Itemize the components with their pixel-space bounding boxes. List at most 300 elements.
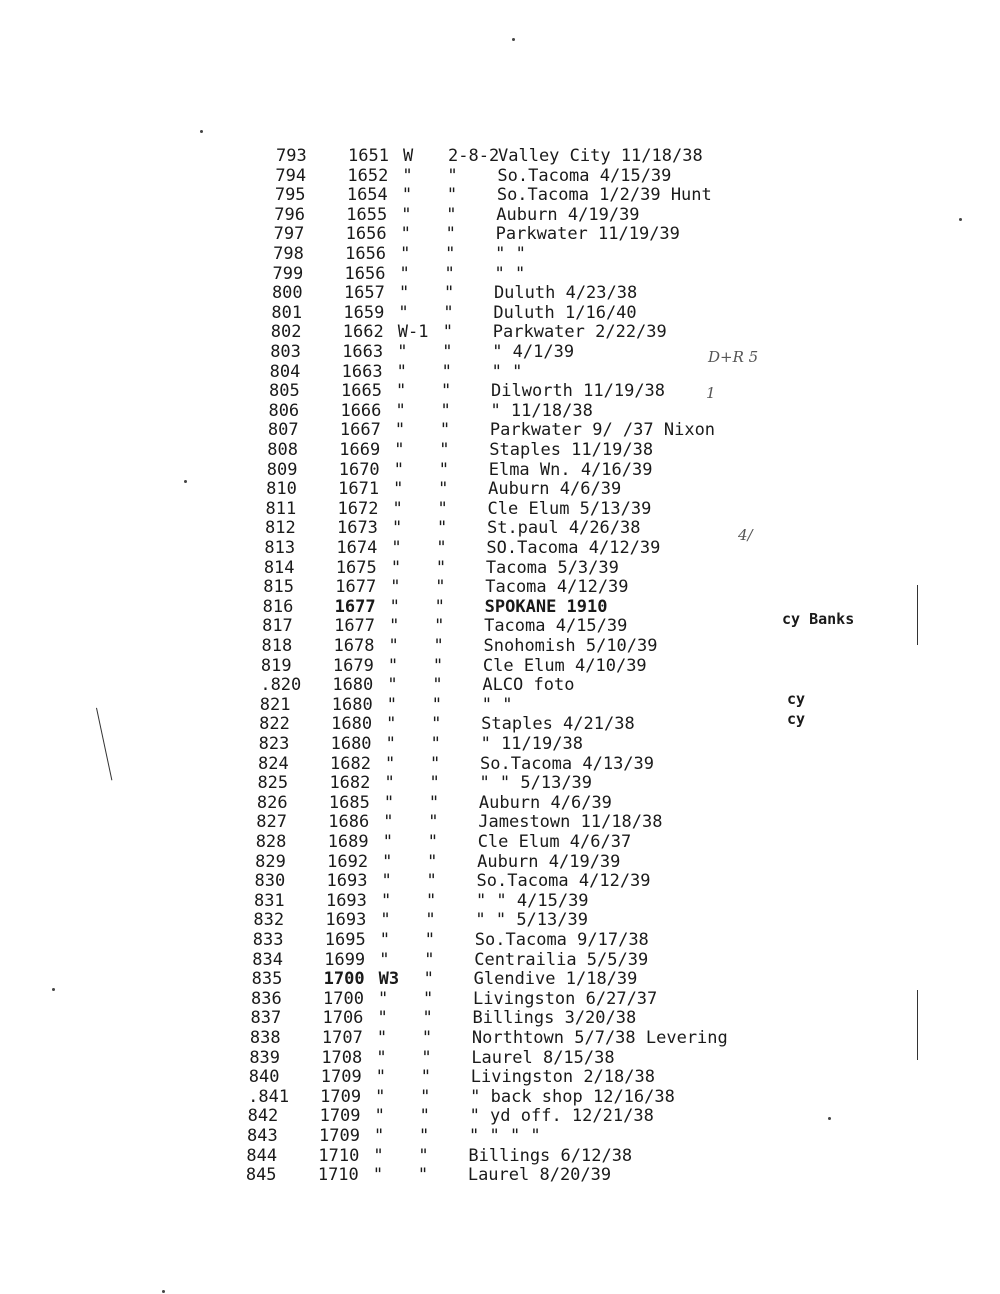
wheel-arrangement: 2-8-2 xyxy=(448,146,500,166)
entry-row xyxy=(253,910,813,930)
engine-number: 1680 xyxy=(331,694,373,715)
engine-number: 1677 xyxy=(335,577,377,598)
engine-class: " xyxy=(382,832,393,852)
entry-row xyxy=(248,1087,808,1107)
entry-row xyxy=(257,773,817,793)
engine-number: 1677 xyxy=(334,596,376,617)
wheel-arrangement: " xyxy=(446,204,457,225)
location-date: Tacoma 4/15/39 xyxy=(484,616,628,637)
entry-row xyxy=(250,1008,810,1028)
entry-row xyxy=(268,420,828,440)
entry-number: 839 xyxy=(249,1047,281,1068)
entry-number: 831 xyxy=(253,890,285,911)
engine-number: 1693 xyxy=(325,910,367,931)
entry-row xyxy=(271,322,831,342)
wheel-arrangement: " xyxy=(425,910,436,931)
engine-number: 1680 xyxy=(331,714,373,735)
entry-number: 794 xyxy=(275,165,307,186)
engine-number: 1675 xyxy=(335,557,377,578)
wheel-arrangement: " xyxy=(420,1086,431,1107)
wheel-arrangement: " xyxy=(445,224,456,245)
engine-class: W xyxy=(403,146,414,166)
entry-row xyxy=(275,185,835,205)
entry-row xyxy=(271,303,831,323)
engine-class: " xyxy=(401,204,412,225)
wheel-arrangement: " xyxy=(439,440,450,460)
speck xyxy=(52,988,55,991)
entry-row xyxy=(273,244,833,264)
entry-number: .820 xyxy=(260,675,302,696)
engine-number: 1679 xyxy=(332,655,374,676)
engine-class: " xyxy=(399,263,410,284)
wheel-arrangement: " xyxy=(438,459,449,480)
engine-number: 1665 xyxy=(341,381,382,402)
entry-number: 824 xyxy=(258,753,289,774)
engine-class: " xyxy=(386,714,397,735)
engine-number: 1689 xyxy=(327,832,369,852)
wheel-arrangement: " xyxy=(446,185,458,206)
location-date: Jamestown 11/18/38 xyxy=(478,812,663,833)
location-date: Valley City 11/18/38 xyxy=(498,146,703,166)
engine-class: " xyxy=(386,694,397,715)
location-date: " " 5/13/39 xyxy=(479,773,593,794)
entry-row xyxy=(255,852,815,872)
handwritten-note-3: 1 xyxy=(706,384,716,402)
engine-number: 1673 xyxy=(336,518,378,539)
engine-class: " xyxy=(380,910,391,931)
engine-number: 1657 xyxy=(343,283,385,304)
engine-number: 1693 xyxy=(325,890,367,911)
wheel-arrangement: " xyxy=(436,518,448,539)
engine-number: 1709 xyxy=(320,1086,362,1107)
engine-number: 1682 xyxy=(329,773,371,794)
engine-class: " xyxy=(375,1086,386,1107)
engine-number: 1670 xyxy=(338,459,380,480)
entry-number: 823 xyxy=(258,734,290,754)
location-date: SPOKANE 1910 xyxy=(484,596,608,617)
engine-class: " xyxy=(378,988,389,1009)
location-date: SO.Tacoma 4/12/39 xyxy=(486,538,661,558)
entry-number: 795 xyxy=(274,185,306,206)
engine-class: " xyxy=(376,1047,387,1068)
entry-number: 830 xyxy=(254,871,286,892)
location-date: Parkwater 2/22/39 xyxy=(492,322,667,343)
entry-row xyxy=(276,146,836,166)
location-date: Parkwater 11/19/39 xyxy=(495,224,680,245)
entry-number: 844 xyxy=(246,1145,278,1166)
entry-number: 825 xyxy=(257,773,289,794)
engine-number: 1680 xyxy=(332,675,374,696)
location-date: Livingston 2/18/38 xyxy=(470,1067,655,1088)
location-date: Glendive 1/18/39 xyxy=(473,969,638,990)
engine-number: 1655 xyxy=(346,204,388,225)
wheel-arrangement: " xyxy=(440,400,451,421)
margin-mark-right-2 xyxy=(917,990,918,1060)
entry-number: 804 xyxy=(269,361,301,382)
speck xyxy=(828,1117,831,1120)
entry-row xyxy=(253,930,813,950)
engine-class: " xyxy=(377,1008,388,1029)
engine-class: " xyxy=(390,557,402,578)
engine-class: " xyxy=(401,185,413,206)
entry-number: 818 xyxy=(261,636,293,656)
entry-row xyxy=(248,1106,808,1126)
entry-row xyxy=(275,166,835,186)
location-date: Duluth 1/16/40 xyxy=(493,302,637,323)
entry-number: 835 xyxy=(251,969,283,990)
wheel-arrangement: " xyxy=(433,636,444,656)
wheel-arrangement: " xyxy=(427,832,438,852)
wheel-arrangement: " xyxy=(447,165,458,186)
engine-class: " xyxy=(388,636,399,656)
engine-number: 1666 xyxy=(340,400,382,421)
engine-class: " xyxy=(396,361,407,382)
location-date: So.Tacoma 4/13/39 xyxy=(480,753,655,774)
location-date: Laurel 8/15/38 xyxy=(471,1047,615,1068)
entry-number: 796 xyxy=(274,204,305,225)
margin-note-cy-2: cy xyxy=(787,710,806,728)
handwritten-note-2: 4/ xyxy=(738,526,753,544)
wheel-arrangement: " xyxy=(438,479,449,500)
speck xyxy=(959,218,962,221)
location-date: " yd off. 12/21/38 xyxy=(469,1106,654,1127)
wheel-arrangement: " xyxy=(419,1126,430,1146)
location-date: Cle Elum 5/13/39 xyxy=(487,498,652,519)
engine-class: " xyxy=(393,459,404,480)
entry-row xyxy=(268,401,828,421)
engine-number: 1651 xyxy=(348,146,389,166)
engine-number: 1700 xyxy=(323,988,364,1009)
engine-number: 1707 xyxy=(321,1028,363,1048)
engine-class: " xyxy=(390,577,401,598)
entry-row xyxy=(273,264,833,284)
engine-number: 1686 xyxy=(328,812,370,833)
engine-class: " xyxy=(387,675,398,696)
location-date: Auburn 4/19/39 xyxy=(496,204,640,225)
entry-row xyxy=(260,695,820,715)
entry-number: 816 xyxy=(262,596,294,617)
entry-number: 805 xyxy=(269,381,300,402)
entry-row xyxy=(269,381,829,401)
location-date: " " 4/15/39 xyxy=(475,890,589,911)
entry-row xyxy=(274,205,834,225)
location-date: So.Tacoma 9/17/38 xyxy=(474,930,649,950)
engine-class: " xyxy=(375,1067,386,1088)
engine-number: 1706 xyxy=(322,1008,364,1029)
wheel-arrangement: " xyxy=(427,851,438,872)
entry-number: 797 xyxy=(273,224,305,245)
wheel-arrangement: " xyxy=(435,577,446,598)
engine-class: " xyxy=(400,244,411,264)
engine-number: 1663 xyxy=(341,361,383,382)
entry-number: 826 xyxy=(256,792,288,813)
wheel-arrangement: " xyxy=(434,616,445,637)
engine-number: 1656 xyxy=(345,244,387,264)
entry-number: 807 xyxy=(267,420,299,441)
engine-number: 1652 xyxy=(347,165,389,186)
engine-class: " xyxy=(398,283,410,304)
wheel-arrangement: " xyxy=(421,1047,432,1068)
engine-class: " xyxy=(395,400,406,421)
handwritten-note-1: D+R 5 xyxy=(708,348,759,366)
engine-number: 1682 xyxy=(330,753,371,774)
location-date: Billings 3/20/38 xyxy=(472,1008,637,1029)
location-date: " " xyxy=(494,263,526,284)
engine-class: " xyxy=(374,1126,385,1146)
engine-class: " xyxy=(391,518,403,539)
entry-number: 811 xyxy=(265,498,297,519)
entry-number: 809 xyxy=(266,459,298,480)
wheel-arrangement: " xyxy=(432,675,443,696)
entry-number: 829 xyxy=(255,851,286,872)
wheel-arrangement: " xyxy=(443,283,455,304)
engine-number: 1667 xyxy=(339,420,381,441)
engine-class: W3 xyxy=(378,969,400,990)
entry-number: 838 xyxy=(249,1028,281,1048)
wheel-arrangement: " xyxy=(417,1165,429,1186)
wheel-arrangement: " xyxy=(436,538,447,558)
location-date: So.Tacoma 4/15/39 xyxy=(497,165,672,186)
entry-number: 812 xyxy=(264,518,296,539)
location-date: " 11/19/38 xyxy=(480,734,583,754)
entry-row xyxy=(267,440,827,460)
location-date: " " 5/13/39 xyxy=(475,910,588,931)
engine-number: 1709 xyxy=(320,1067,362,1088)
entry-row xyxy=(249,1067,809,1087)
engine-class: " xyxy=(382,851,393,872)
entry-row xyxy=(259,734,819,754)
wheel-arrangement: " xyxy=(428,812,439,833)
engine-number: 1659 xyxy=(343,302,385,323)
entry-row xyxy=(272,283,832,303)
engine-number: 1671 xyxy=(338,479,380,500)
location-date: Elma Wn. 4/16/39 xyxy=(488,459,653,480)
margin-note-cy-1: cy xyxy=(787,690,806,708)
wheel-arrangement: " xyxy=(428,792,440,813)
wheel-arrangement: " xyxy=(430,734,441,754)
entry-row xyxy=(246,1165,806,1185)
entry-row xyxy=(256,832,816,852)
entry-row xyxy=(251,989,811,1009)
engine-class: " xyxy=(396,381,407,402)
location-date: Auburn 4/6/39 xyxy=(488,479,622,500)
entry-number: 819 xyxy=(260,655,292,676)
entry-row xyxy=(250,1028,810,1048)
entry-number: 803 xyxy=(270,342,301,362)
location-date: Auburn 4/6/39 xyxy=(478,792,612,813)
entry-number: 801 xyxy=(271,302,303,323)
wheel-arrangement: " xyxy=(445,244,456,264)
location-date: Cle Elum 4/6/37 xyxy=(477,832,632,852)
wheel-arrangement: " xyxy=(418,1145,429,1166)
entry-number: 802 xyxy=(270,322,302,343)
engine-number: 1708 xyxy=(321,1047,363,1068)
entry-row xyxy=(267,460,827,480)
entry-number: 833 xyxy=(252,930,284,950)
entry-row xyxy=(256,812,816,832)
engine-number: 1669 xyxy=(339,440,381,460)
wheel-arrangement: " xyxy=(432,655,444,676)
entry-number: 827 xyxy=(256,812,287,833)
entry-row xyxy=(252,969,812,989)
entry-number: 842 xyxy=(247,1106,279,1127)
engine-class: " xyxy=(376,1028,388,1048)
engine-class: " xyxy=(379,930,391,950)
location-date: " " xyxy=(495,244,526,264)
speck xyxy=(162,1290,165,1293)
entry-row xyxy=(274,224,834,244)
engine-number: 1654 xyxy=(346,185,388,206)
wheel-arrangement: " xyxy=(423,969,434,990)
engine-class: " xyxy=(385,734,396,754)
speck xyxy=(184,480,187,483)
location-date: Staples 11/19/38 xyxy=(489,440,654,460)
location-date: Staples 4/21/38 xyxy=(481,714,635,735)
engine-class: " xyxy=(389,596,400,617)
entry-row xyxy=(246,1146,806,1166)
entry-row xyxy=(263,597,823,617)
wheel-arrangement: " xyxy=(437,498,448,519)
entry-row xyxy=(262,636,822,656)
engine-class: " xyxy=(373,1145,384,1166)
engine-class: " xyxy=(385,753,396,774)
engine-class: " xyxy=(387,655,399,676)
entry-row xyxy=(255,871,815,891)
engine-class: " xyxy=(372,1165,384,1186)
wheel-arrangement: " xyxy=(441,361,452,382)
entry-number: 828 xyxy=(255,832,287,852)
entry-number: 822 xyxy=(259,714,290,735)
location-date: Northtown 5/7/38 Levering xyxy=(471,1028,728,1048)
engine-number: 1678 xyxy=(333,636,375,656)
wheel-arrangement: " xyxy=(443,302,454,323)
margin-note-cy-banks: cy Banks xyxy=(782,610,855,628)
engine-class: " xyxy=(383,812,394,833)
engine-number: 1662 xyxy=(342,322,384,343)
entry-row xyxy=(264,558,824,578)
entry-number: 800 xyxy=(271,283,303,304)
speck xyxy=(200,130,203,133)
entry-number: 821 xyxy=(259,694,291,715)
engine-number: 1685 xyxy=(328,792,370,813)
engine-number: 1710 xyxy=(317,1165,359,1186)
engine-class: " xyxy=(397,342,408,362)
engine-class: " xyxy=(391,538,402,558)
entry-number: 832 xyxy=(253,910,285,931)
engine-class: " xyxy=(380,890,392,911)
entry-number: 808 xyxy=(267,440,299,460)
wheel-arrangement: " xyxy=(420,1067,431,1088)
location-date: Snohomish 5/10/39 xyxy=(483,636,658,656)
location-date: " " " " xyxy=(469,1126,541,1146)
entry-number: 843 xyxy=(247,1126,278,1146)
location-date: " back shop 12/16/38 xyxy=(470,1086,675,1107)
entry-row xyxy=(262,616,822,636)
engine-class: " xyxy=(379,949,390,970)
wheel-arrangement: " xyxy=(426,871,437,892)
engine-number: 1692 xyxy=(327,851,369,872)
engine-class: " xyxy=(394,420,406,441)
engine-class: " xyxy=(402,165,413,186)
location-date: " " xyxy=(481,694,513,715)
entry-number: 798 xyxy=(273,244,304,264)
engine-number: 1663 xyxy=(342,342,384,362)
wheel-arrangement: " xyxy=(425,890,437,911)
wheel-arrangement: " xyxy=(424,930,436,950)
wheel-arrangement: " xyxy=(424,949,435,970)
entry-number: 837 xyxy=(250,1008,282,1029)
engine-class: " xyxy=(389,616,400,637)
wheel-arrangement: " xyxy=(444,263,455,284)
engine-number: 1709 xyxy=(319,1126,360,1146)
entry-row xyxy=(252,950,812,970)
wheel-arrangement: " xyxy=(442,322,454,343)
entry-number: 806 xyxy=(268,400,300,421)
wheel-arrangement: " xyxy=(435,557,447,578)
entry-number: .841 xyxy=(248,1086,290,1107)
engine-class: " xyxy=(383,792,395,813)
entry-number: 845 xyxy=(245,1165,277,1186)
location-date: Tacoma 4/12/39 xyxy=(485,577,629,598)
engine-class: W-1 xyxy=(397,322,429,343)
engine-class: " xyxy=(400,224,411,245)
location-date: Tacoma 5/3/39 xyxy=(485,557,619,578)
wheel-arrangement: " xyxy=(431,694,442,715)
entry-row xyxy=(259,714,819,734)
location-date: Centrailia 5/5/39 xyxy=(474,949,649,970)
location-date: " 11/18/38 xyxy=(490,400,593,421)
engine-number: 1672 xyxy=(337,498,379,519)
entry-number: 793 xyxy=(276,146,307,166)
entry-number: 834 xyxy=(252,949,283,970)
entry-row xyxy=(266,499,826,519)
entry-number: 836 xyxy=(251,988,282,1009)
location-date: Billings 6/12/38 xyxy=(468,1145,633,1166)
engine-class: " xyxy=(374,1106,385,1127)
entry-row xyxy=(266,479,826,499)
entry-row xyxy=(254,891,814,911)
entry-number: 813 xyxy=(264,538,296,558)
margin-mark-right-1 xyxy=(917,585,918,645)
wheel-arrangement: " xyxy=(434,596,445,617)
engine-number: 1693 xyxy=(326,871,368,892)
wheel-arrangement: " xyxy=(419,1106,430,1127)
entry-row xyxy=(247,1126,807,1146)
engine-number: 1710 xyxy=(318,1145,360,1166)
entry-row xyxy=(257,793,817,813)
entry-row xyxy=(249,1048,809,1068)
location-date: Laurel 8/20/39 xyxy=(467,1165,612,1186)
location-date: Duluth 4/23/38 xyxy=(493,283,638,304)
engine-class: " xyxy=(398,302,409,323)
wheel-arrangement: " xyxy=(442,342,453,362)
engine-class: " xyxy=(394,440,405,460)
entry-number: 817 xyxy=(262,616,293,637)
wheel-arrangement: " xyxy=(421,1028,433,1048)
entry-number: 810 xyxy=(266,479,297,500)
engine-number: 1700 xyxy=(323,969,365,990)
location-date: Livingston 6/27/37 xyxy=(473,988,658,1009)
wheel-arrangement: " xyxy=(439,420,451,441)
entry-row xyxy=(260,675,820,695)
engine-number: 1656 xyxy=(345,224,387,245)
entry-number: 815 xyxy=(263,577,294,598)
engine-class: " xyxy=(381,871,392,892)
entry-row xyxy=(261,656,821,676)
location-date: So.Tacoma 1/2/39 Hunt xyxy=(496,185,712,206)
entry-number: 840 xyxy=(248,1067,280,1088)
engine-number: 1677 xyxy=(334,616,376,637)
